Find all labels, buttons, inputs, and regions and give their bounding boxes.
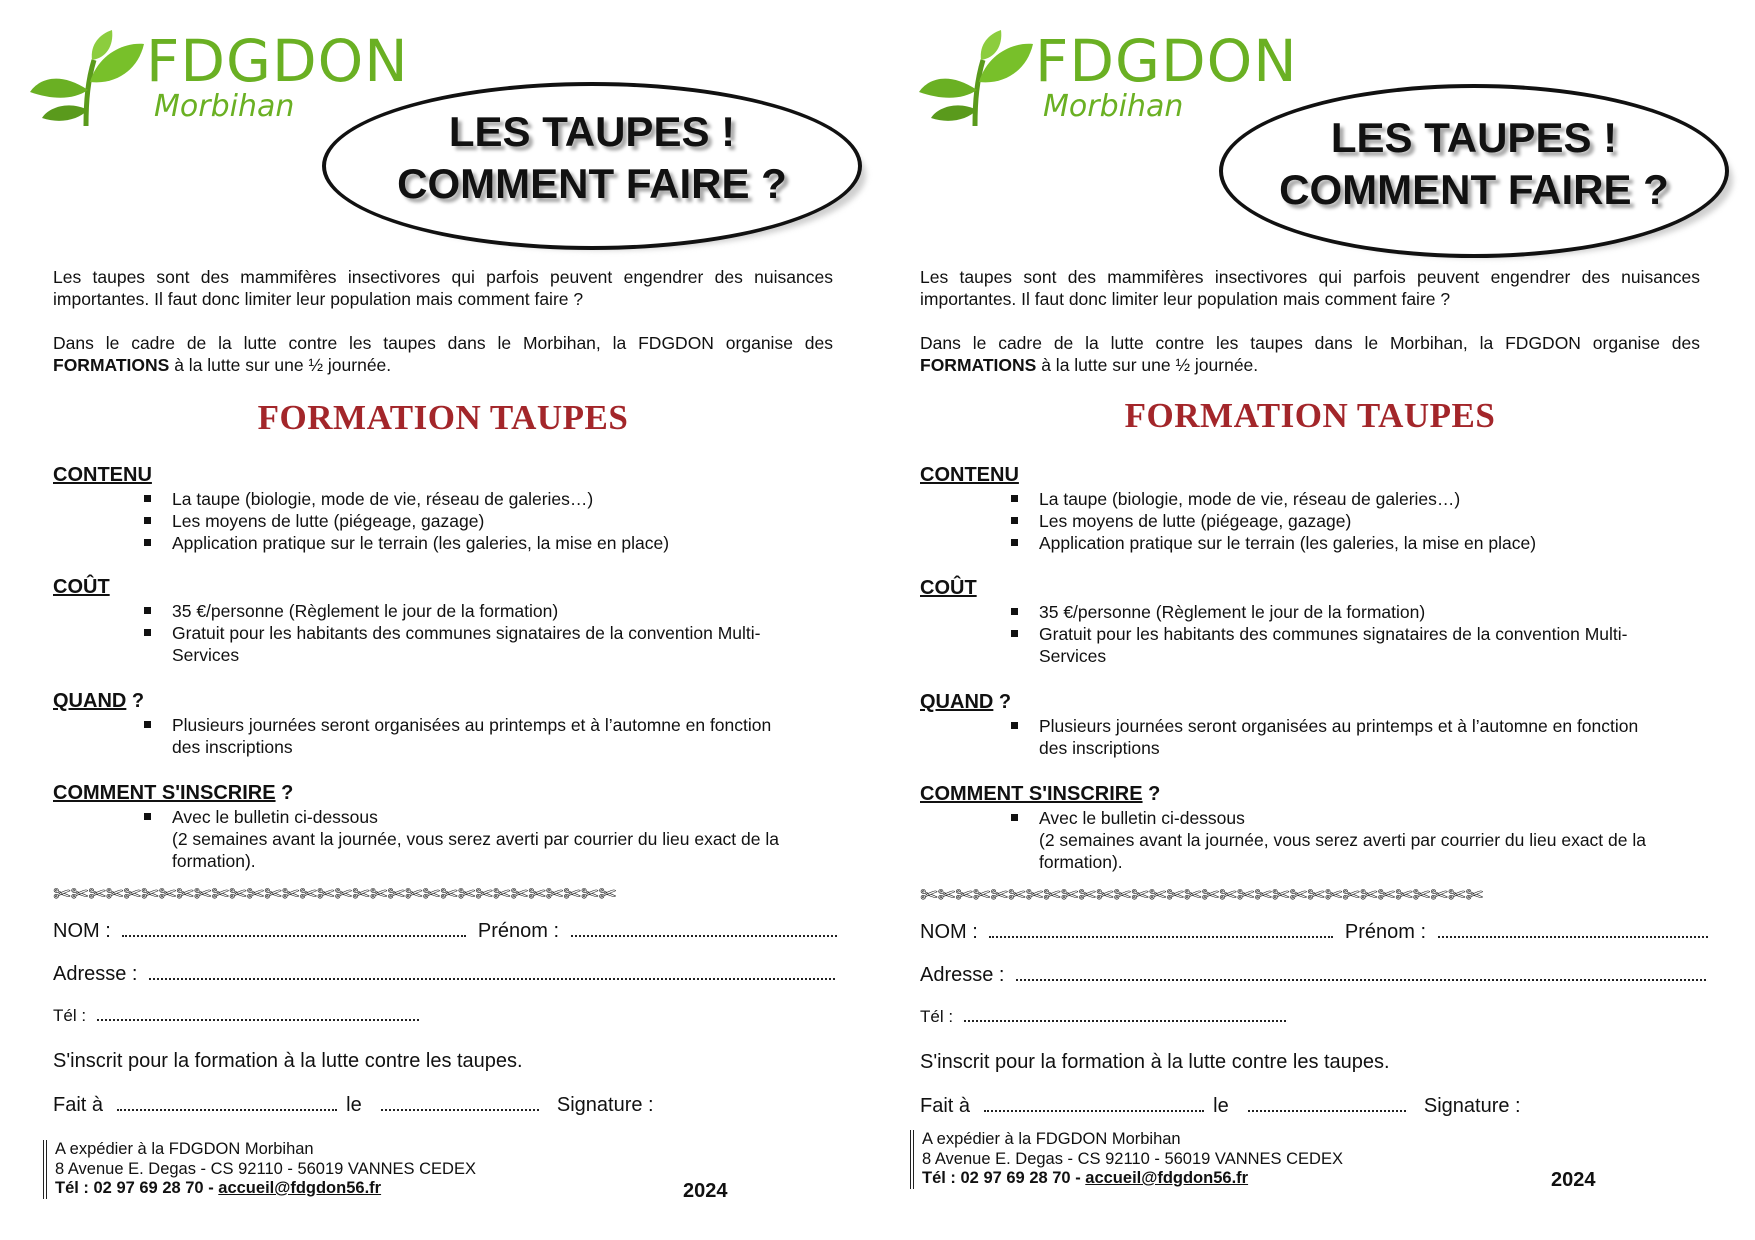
section-contenu xyxy=(53,464,152,487)
intro-bold: FORMATIONS xyxy=(920,355,1037,375)
bullet-icon xyxy=(1011,630,1018,637)
list-item-text: Les moyens de lutte (piégeage, gazage) xyxy=(172,511,485,531)
formation-title: FORMATION TAUPES xyxy=(257,398,629,437)
list-item xyxy=(142,600,842,622)
footer-line1: A expédier à la FDGDON Morbihan xyxy=(55,1140,314,1158)
form-tel-row xyxy=(920,1007,1286,1027)
intro-text: Dans le cadre de la lutte contre les taupes dans le Morbihan, la FDGDON organise des xyxy=(53,333,833,353)
intro-bold: FORMATIONS xyxy=(53,355,170,375)
date-field[interactable] xyxy=(1248,1098,1406,1112)
intro-text: Dans le cadre de la lutte contre les taupes dans le Morbihan, la FDGDON organise des xyxy=(920,333,1700,353)
contenu-list xyxy=(142,488,842,554)
tel-label: Tél : xyxy=(920,1007,954,1026)
footer-address xyxy=(910,1130,1343,1189)
section-suffix: ? xyxy=(993,691,1012,713)
logo-title: FDGDON xyxy=(1035,27,1298,95)
nom-label: NOM : xyxy=(53,920,111,942)
form-nom-row xyxy=(920,921,1708,944)
cout-list xyxy=(142,600,842,666)
fait-field[interactable] xyxy=(984,1098,1204,1112)
signature-label: Signature : xyxy=(556,1094,654,1116)
headline-bubble xyxy=(1219,84,1729,258)
headline-line2: COMMENT FAIRE ? xyxy=(397,160,787,207)
list-item-text: Plusieurs journées seront organisées au printemps et à l’automne en fonction xyxy=(1039,716,1639,736)
section-heading: QUAND xyxy=(920,691,994,713)
contenu-list xyxy=(1009,488,1709,554)
section-heading: CONTENU xyxy=(53,464,152,486)
section-heading: CONTENU xyxy=(920,464,1019,486)
list-item-text: Plusieurs journées seront organisées au printemps et à l’automne en fonction xyxy=(172,715,772,735)
footer-email-link[interactable]: accueil@fdgdon56.fr xyxy=(1085,1169,1249,1187)
list-item xyxy=(1009,532,1709,554)
bullet-icon xyxy=(144,629,151,636)
section-suffix: ? xyxy=(126,690,145,712)
section-quand xyxy=(920,691,1011,714)
year: 2024 xyxy=(1551,1169,1596,1191)
section-quand xyxy=(53,690,144,713)
inscription-list xyxy=(142,806,842,872)
bullet-icon xyxy=(1011,495,1018,502)
list-item xyxy=(142,622,842,644)
cout-list xyxy=(1009,601,1709,667)
form-nom-row xyxy=(53,920,837,943)
form-tel-row xyxy=(53,1006,419,1026)
form-statement: S'inscrit pour la formation à la lutte contre les taupes. xyxy=(920,1051,1390,1073)
list-item-text: Application pratique sur le terrain (les galeries, la mise en place) xyxy=(172,533,670,553)
footer-line2: 8 Avenue E. Degas - CS 92110 - 56019 VANNES CEDEX xyxy=(55,1159,476,1178)
list-item-text: Gratuit pour les habitants des communes signataires de la convention Multi- xyxy=(1039,624,1628,644)
footer-address xyxy=(43,1140,476,1199)
quand-list xyxy=(142,714,842,758)
form-adresse-row xyxy=(920,964,1706,987)
prenom-label: Prénom : xyxy=(1344,921,1427,943)
form-signature-row xyxy=(920,1095,1521,1118)
headline xyxy=(322,106,862,210)
bullet-icon xyxy=(1011,814,1018,821)
nom-label: NOM : xyxy=(920,921,978,943)
section-cout xyxy=(920,577,977,600)
section-heading: COÛT xyxy=(920,577,977,599)
fdgdon-logo xyxy=(20,16,409,134)
plant-leaves-icon xyxy=(28,30,148,130)
flyer-left xyxy=(0,0,877,1240)
list-item xyxy=(142,714,842,736)
headline-line1: LES TAUPES ! xyxy=(448,108,736,155)
tel-field[interactable] xyxy=(97,1007,419,1021)
headline xyxy=(1219,112,1729,216)
list-item xyxy=(1009,623,1709,645)
tel-label: Tél : xyxy=(53,1006,87,1025)
list-item-continuation: Services xyxy=(1039,646,1107,666)
list-item-continuation: Services xyxy=(172,645,240,665)
list-item-text: Application pratique sur le terrain (les galeries, la mise en place) xyxy=(1039,533,1537,553)
fait-label: Fait à xyxy=(53,1094,104,1116)
footer-contact xyxy=(55,1179,476,1199)
list-item-text: La taupe (biologie, mode de vie, réseau de galeries…) xyxy=(172,489,594,509)
flyer-right xyxy=(877,0,1754,1240)
list-item-continuation: (2 semaines avant la journée, vous serez averti par courrier du lieu exact de la xyxy=(1039,830,1646,850)
list-item-text: Gratuit pour les habitants des communes signataires de la convention Multi- xyxy=(172,623,761,643)
list-item-text: La taupe (biologie, mode de vie, réseau de galeries…) xyxy=(1039,489,1461,509)
headline-line2: COMMENT FAIRE ? xyxy=(1279,166,1669,213)
intro-paragraph-2 xyxy=(920,332,1700,376)
tel-field[interactable] xyxy=(964,1008,1286,1022)
le-label: le xyxy=(1213,1095,1229,1117)
list-item xyxy=(142,806,842,828)
intro-paragraph-1: Les taupes sont des mammifères insectivores qui parfois peuvent engendrer des nuisances importantes. Il faut donc limiter leur population mais comment faire ? xyxy=(53,267,833,309)
list-item-text: Avec le bulletin ci-dessous xyxy=(1039,808,1245,828)
bullet-icon xyxy=(144,539,151,546)
nom-field[interactable] xyxy=(989,924,1333,938)
list-item-text: Les moyens de lutte (piégeage, gazage) xyxy=(1039,511,1352,531)
footer-email-link[interactable]: accueil@fdgdon56.fr xyxy=(218,1179,382,1197)
intro-paragraph-1: Les taupes sont des mammifères insectivores qui parfois peuvent engendrer des nuisances importantes. Il faut donc limiter leur population mais comment faire ? xyxy=(920,267,1700,309)
list-item xyxy=(1009,601,1709,623)
fait-field[interactable] xyxy=(117,1097,337,1111)
list-item xyxy=(1009,488,1709,510)
bullet-icon xyxy=(1011,539,1018,546)
section-inscription xyxy=(53,782,293,805)
list-item xyxy=(1009,807,1709,829)
footer-line1: A expédier à la FDGDON Morbihan xyxy=(922,1130,1181,1148)
section-cout xyxy=(53,576,110,599)
list-item xyxy=(1009,510,1709,532)
bullet-icon xyxy=(1011,517,1018,524)
le-label: le xyxy=(346,1094,362,1116)
fdgdon-logo xyxy=(909,16,1298,134)
prenom-field[interactable] xyxy=(571,923,837,937)
list-item xyxy=(142,532,842,554)
section-inscription xyxy=(920,783,1160,806)
fait-label: Fait à xyxy=(920,1095,971,1117)
logo-subtitle: Morbihan xyxy=(154,89,295,124)
list-item-continuation: formation). xyxy=(172,851,256,871)
list-item xyxy=(142,488,842,510)
list-item xyxy=(142,510,842,532)
list-item-continuation: des inscriptions xyxy=(172,737,293,757)
list-item-text: Avec le bulletin ci-dessous xyxy=(172,807,378,827)
intro-text-end: à la lutte sur une ½ journée. xyxy=(1036,355,1259,375)
bullet-icon xyxy=(144,517,151,524)
logo-title: FDGDON xyxy=(146,27,409,95)
quand-list xyxy=(1009,715,1709,759)
section-suffix: ? xyxy=(275,782,294,804)
section-suffix: ? xyxy=(1142,783,1161,805)
list-item xyxy=(1009,715,1709,737)
scissors-cut-line-icon: ✄✄✄✄✄✄✄✄✄✄✄✄✄✄✄✄✄✄✄✄✄✄✄✄✄✄✄✄✄✄✄✄ xyxy=(920,884,1484,907)
list-item-continuation: formation). xyxy=(1039,852,1123,872)
logo-subtitle: Morbihan xyxy=(1043,89,1184,124)
headline-line1: LES TAUPES ! xyxy=(1330,114,1618,161)
section-heading: COÛT xyxy=(53,576,110,598)
form-signature-row xyxy=(53,1094,654,1117)
scissors-cut-line-icon: ✄✄✄✄✄✄✄✄✄✄✄✄✄✄✄✄✄✄✄✄✄✄✄✄✄✄✄✄✄✄✄✄ xyxy=(53,883,617,906)
bullet-icon xyxy=(144,495,151,502)
date-field[interactable] xyxy=(381,1097,539,1111)
intro-paragraph-2 xyxy=(53,332,833,376)
prenom-label: Prénom : xyxy=(477,920,560,942)
adresse-field[interactable] xyxy=(1016,967,1706,981)
year: 2024 xyxy=(683,1180,728,1202)
bullet-icon xyxy=(144,721,151,728)
adresse-field[interactable] xyxy=(149,966,835,980)
footer-line2: 8 Avenue E. Degas - CS 92110 - 56019 VANNES CEDEX xyxy=(922,1149,1343,1168)
bullet-icon xyxy=(144,607,151,614)
signature-label: Signature : xyxy=(1423,1095,1521,1117)
list-item-continuation: des inscriptions xyxy=(1039,738,1160,758)
footer-tel: Tél : 02 97 69 28 70 - xyxy=(55,1179,219,1197)
bullet-icon xyxy=(1011,608,1018,615)
list-item-continuation: (2 semaines avant la journée, vous serez averti par courrier du lieu exact de la xyxy=(172,829,779,849)
form-statement: S'inscrit pour la formation à la lutte contre les taupes. xyxy=(53,1050,523,1072)
form-adresse-row xyxy=(53,963,835,986)
bullet-icon xyxy=(144,813,151,820)
inscription-list xyxy=(1009,807,1709,873)
adresse-label: Adresse : xyxy=(53,963,138,985)
section-heading: QUAND xyxy=(53,690,127,712)
section-heading: COMMENT S'INSCRIRE xyxy=(53,782,276,804)
section-heading: COMMENT S'INSCRIRE xyxy=(920,783,1143,805)
plant-leaves-icon xyxy=(917,30,1037,130)
bullet-icon xyxy=(1011,722,1018,729)
footer-contact xyxy=(922,1169,1343,1189)
list-item-text: 35 €/personne (Règlement le jour de la formation) xyxy=(172,601,559,621)
intro-text-end: à la lutte sur une ½ journée. xyxy=(169,355,392,375)
headline-bubble xyxy=(322,82,862,250)
formation-title: FORMATION TAUPES xyxy=(1124,396,1496,435)
list-item-text: 35 €/personne (Règlement le jour de la formation) xyxy=(1039,602,1426,622)
footer-tel: Tél : 02 97 69 28 70 - xyxy=(922,1169,1086,1187)
section-contenu xyxy=(920,464,1019,487)
nom-field[interactable] xyxy=(122,923,466,937)
adresse-label: Adresse : xyxy=(920,964,1005,986)
prenom-field[interactable] xyxy=(1438,924,1708,938)
